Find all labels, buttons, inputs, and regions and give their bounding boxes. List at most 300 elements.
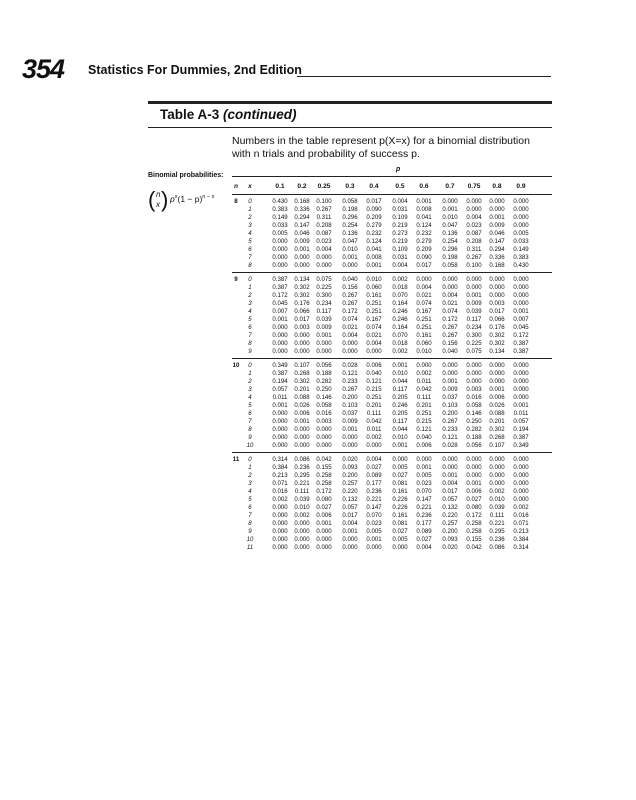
- prob-cell: 0.000: [489, 292, 505, 299]
- prob-cell: 0.205: [392, 410, 408, 417]
- prob-cell: 0.001: [489, 214, 505, 221]
- prob-cell: 0.017: [294, 316, 310, 323]
- prob-cell: 0.004: [392, 262, 408, 269]
- prob-cell: 0.000: [466, 362, 482, 369]
- prob-cell: 0.000: [466, 198, 482, 205]
- prob-cell: 0.349: [513, 442, 529, 449]
- table-row: [0, 324, 636, 332]
- prob-cell: 0.001: [294, 246, 310, 253]
- column-header-p0.7: 0.7: [445, 183, 455, 190]
- prob-cell: 0.176: [294, 300, 310, 307]
- prob-cell: 0.057: [442, 496, 458, 503]
- prob-cell: 0.040: [366, 370, 382, 377]
- prob-cell: 0.006: [466, 488, 482, 495]
- prob-cell: 0.121: [366, 378, 382, 385]
- prob-cell: 0.251: [416, 316, 432, 323]
- prob-cell: 0.234: [466, 324, 482, 331]
- prob-cell: 0.258: [466, 528, 482, 535]
- prob-cell: 0.004: [342, 520, 358, 527]
- prob-cell: 0.000: [442, 362, 458, 369]
- formula-right-paren: ): [161, 187, 169, 212]
- page-number: 354: [22, 54, 65, 84]
- prob-cell: 0.000: [366, 544, 382, 551]
- table-row: [0, 276, 636, 284]
- prob-cell: 0.000: [316, 528, 332, 535]
- x-cell: 10: [246, 442, 254, 449]
- prob-cell: 0.000: [316, 536, 332, 543]
- table-row: [0, 488, 636, 496]
- prob-cell: 0.071: [272, 480, 288, 487]
- prob-cell: 0.000: [294, 520, 310, 527]
- book-title: Statistics For Dummies, 2nd Edition: [88, 63, 302, 77]
- prob-cell: 0.000: [442, 456, 458, 463]
- prob-cell: 0.075: [316, 276, 332, 283]
- prob-cell: 0.016: [466, 394, 482, 401]
- x-cell: 0: [248, 198, 252, 205]
- prob-cell: 0.000: [442, 284, 458, 291]
- prob-cell: 0.213: [513, 528, 529, 535]
- prob-cell: 0.042: [366, 418, 382, 425]
- prob-cell: 0.000: [294, 348, 310, 355]
- prob-cell: 0.250: [466, 418, 482, 425]
- prob-cell: 0.002: [392, 348, 408, 355]
- prob-cell: 0.018: [392, 340, 408, 347]
- prob-cell: 0.268: [294, 370, 310, 377]
- prob-cell: 0.010: [392, 370, 408, 377]
- prob-cell: 0.232: [416, 230, 432, 237]
- x-cell: 2: [248, 472, 252, 479]
- prob-cell: 0.017: [489, 308, 505, 315]
- column-header-p0.75: 0.75: [467, 183, 481, 190]
- x-cell: 11: [246, 544, 254, 551]
- prob-cell: 0.039: [489, 504, 505, 511]
- table-title-bar: [148, 101, 552, 104]
- table-row: [0, 520, 636, 528]
- prob-cell: 0.208: [466, 238, 482, 245]
- prob-cell: 0.387: [513, 434, 529, 441]
- table-row: [0, 544, 636, 552]
- prob-cell: 0.021: [342, 324, 358, 331]
- prob-cell: 0.000: [294, 442, 310, 449]
- prob-cell: 0.236: [489, 536, 505, 543]
- prob-cell: 0.267: [342, 300, 358, 307]
- prob-cell: 0.258: [316, 480, 332, 487]
- column-header-x: x: [248, 183, 252, 190]
- prob-cell: 0.000: [272, 544, 288, 551]
- prob-cell: 0.001: [316, 332, 332, 339]
- prob-cell: 0.000: [416, 456, 432, 463]
- prob-cell: 0.000: [294, 434, 310, 441]
- prob-cell: 0.302: [294, 292, 310, 299]
- prob-cell: 0.018: [392, 284, 408, 291]
- prob-cell: 0.016: [513, 512, 529, 519]
- prob-cell: 0.017: [366, 198, 382, 205]
- prob-cell: 0.177: [416, 520, 432, 527]
- prob-cell: 0.056: [316, 362, 332, 369]
- prob-cell: 0.246: [392, 402, 408, 409]
- table-row: [0, 504, 636, 512]
- table-row: [0, 340, 636, 348]
- prob-cell: 0.149: [513, 246, 529, 253]
- prob-cell: 0.006: [366, 362, 382, 369]
- prob-cell: 0.294: [489, 246, 505, 253]
- table-rule-top: [232, 176, 552, 177]
- x-cell: 8: [248, 262, 252, 269]
- n-cell: 8: [234, 198, 238, 205]
- prob-cell: 0.302: [489, 340, 505, 347]
- prob-cell: 0.000: [513, 284, 529, 291]
- prob-cell: 0.066: [294, 308, 310, 315]
- prob-cell: 0.057: [342, 504, 358, 511]
- prob-cell: 0.250: [316, 386, 332, 393]
- prob-cell: 0.246: [392, 316, 408, 323]
- x-cell: 1: [248, 284, 252, 291]
- prob-cell: 0.430: [513, 262, 529, 269]
- prob-cell: 0.000: [272, 512, 288, 519]
- column-header-p0.6: 0.6: [419, 183, 429, 190]
- prob-cell: 0.103: [342, 402, 358, 409]
- prob-cell: 0.081: [392, 520, 408, 527]
- prob-cell: 0.172: [513, 332, 529, 339]
- prob-cell: 0.168: [489, 262, 505, 269]
- prob-cell: 0.000: [316, 434, 332, 441]
- prob-cell: 0.000: [513, 480, 529, 487]
- prob-cell: 0.031: [392, 206, 408, 213]
- prob-cell: 0.221: [416, 504, 432, 511]
- prob-cell: 0.004: [416, 544, 432, 551]
- prob-cell: 0.267: [316, 206, 332, 213]
- prob-cell: 0.161: [392, 488, 408, 495]
- prob-cell: 0.155: [466, 536, 482, 543]
- prob-cell: 0.046: [294, 230, 310, 237]
- prob-cell: 0.011: [366, 426, 382, 433]
- prob-cell: 0.000: [489, 378, 505, 385]
- prob-cell: 0.002: [366, 434, 382, 441]
- prob-cell: 0.164: [392, 300, 408, 307]
- prob-cell: 0.000: [294, 332, 310, 339]
- prob-cell: 0.003: [316, 418, 332, 425]
- table-row: [0, 512, 636, 520]
- x-cell: 6: [248, 324, 252, 331]
- prob-cell: 0.000: [466, 378, 482, 385]
- table-row: [0, 284, 636, 292]
- prob-cell: 0.257: [442, 520, 458, 527]
- prob-cell: 0.000: [342, 262, 358, 269]
- prob-cell: 0.147: [489, 238, 505, 245]
- prob-cell: 0.146: [466, 410, 482, 417]
- prob-cell: 0.009: [466, 300, 482, 307]
- prob-cell: 0.017: [442, 488, 458, 495]
- prob-cell: 0.383: [272, 206, 288, 213]
- prob-cell: 0.000: [294, 262, 310, 269]
- table-row: [0, 442, 636, 450]
- prob-cell: 0.215: [416, 418, 432, 425]
- x-cell: 8: [248, 426, 252, 433]
- x-cell: 5: [248, 402, 252, 409]
- prob-cell: 0.000: [513, 362, 529, 369]
- prob-cell: 0.070: [392, 292, 408, 299]
- prob-cell: 0.010: [366, 276, 382, 283]
- prob-cell: 0.109: [392, 246, 408, 253]
- prob-cell: 0.000: [513, 378, 529, 385]
- prob-cell: 0.001: [366, 262, 382, 269]
- prob-cell: 0.004: [466, 214, 482, 221]
- prob-cell: 0.001: [392, 362, 408, 369]
- prob-cell: 0.233: [442, 426, 458, 433]
- x-cell: 7: [248, 418, 252, 425]
- table-row: [0, 262, 636, 270]
- prob-cell: 0.023: [366, 520, 382, 527]
- prob-cell: 0.296: [342, 214, 358, 221]
- prob-cell: 0.011: [272, 394, 288, 401]
- prob-cell: 0.000: [466, 456, 482, 463]
- prob-cell: 0.093: [342, 464, 358, 471]
- table-row: [0, 370, 636, 378]
- header-rule: [297, 76, 551, 77]
- n-cell: 9: [234, 276, 238, 283]
- x-cell: 0: [248, 456, 252, 463]
- prob-cell: 0.225: [466, 340, 482, 347]
- prob-cell: 0.136: [342, 230, 358, 237]
- prob-cell: 0.039: [316, 316, 332, 323]
- prob-cell: 0.282: [466, 426, 482, 433]
- prob-cell: 0.121: [442, 434, 458, 441]
- prob-cell: 0.387: [513, 340, 529, 347]
- prob-cell: 0.149: [272, 214, 288, 221]
- prob-cell: 0.387: [513, 348, 529, 355]
- prob-cell: 0.000: [294, 254, 310, 261]
- prob-cell: 0.074: [442, 308, 458, 315]
- prob-cell: 0.045: [513, 324, 529, 331]
- prob-cell: 0.000: [513, 222, 529, 229]
- prob-cell: 0.006: [294, 410, 310, 417]
- prob-cell: 0.000: [513, 206, 529, 213]
- prob-cell: 0.005: [272, 230, 288, 237]
- prob-cell: 0.387: [272, 284, 288, 291]
- prob-cell: 0.251: [416, 324, 432, 331]
- prob-cell: 0.000: [416, 362, 432, 369]
- prob-cell: 0.000: [489, 472, 505, 479]
- prob-cell: 0.011: [416, 378, 432, 385]
- x-cell: 1: [248, 464, 252, 471]
- prob-cell: 0.302: [294, 378, 310, 385]
- prob-cell: 0.027: [392, 528, 408, 535]
- prob-cell: 0.088: [489, 410, 505, 417]
- prob-cell: 0.430: [272, 198, 288, 205]
- table-title-main: Table A-3: [160, 107, 220, 122]
- prob-cell: 0.000: [342, 442, 358, 449]
- prob-cell: 0.213: [272, 472, 288, 479]
- table-row: [0, 472, 636, 480]
- prob-cell: 0.000: [466, 370, 482, 377]
- prob-cell: 0.251: [366, 300, 382, 307]
- prob-cell: 0.267: [442, 418, 458, 425]
- formula-rest-exp: n − x: [202, 194, 215, 201]
- table-row: [0, 332, 636, 340]
- prob-cell: 0.387: [272, 370, 288, 377]
- prob-cell: 0.267: [442, 324, 458, 331]
- prob-cell: 0.066: [489, 316, 505, 323]
- prob-cell: 0.001: [392, 442, 408, 449]
- n-cell: 10: [232, 362, 240, 369]
- prob-cell: 0.010: [294, 504, 310, 511]
- prob-cell: 0.124: [366, 238, 382, 245]
- prob-cell: 0.087: [466, 230, 482, 237]
- prob-cell: 0.383: [513, 254, 529, 261]
- prob-cell: 0.121: [342, 370, 358, 377]
- prob-cell: 0.300: [316, 292, 332, 299]
- prob-cell: 0.156: [442, 340, 458, 347]
- prob-cell: 0.000: [272, 348, 288, 355]
- table-row: [0, 316, 636, 324]
- prob-cell: 0.000: [294, 426, 310, 433]
- prob-cell: 0.132: [442, 504, 458, 511]
- prob-cell: 0.000: [342, 544, 358, 551]
- prob-cell: 0.037: [342, 410, 358, 417]
- prob-cell: 0.027: [316, 504, 332, 511]
- prob-cell: 0.314: [513, 544, 529, 551]
- prob-cell: 0.016: [316, 410, 332, 417]
- formula-left-paren: (: [148, 187, 156, 212]
- prob-cell: 0.007: [513, 316, 529, 323]
- prob-cell: 0.010: [416, 348, 432, 355]
- prob-cell: 0.000: [342, 340, 358, 347]
- prob-cell: 0.044: [392, 378, 408, 385]
- prob-cell: 0.000: [513, 292, 529, 299]
- prob-cell: 0.005: [513, 230, 529, 237]
- prob-cell: 0.009: [316, 324, 332, 331]
- prob-cell: 0.000: [392, 544, 408, 551]
- table-row: [0, 426, 636, 434]
- prob-cell: 0.000: [294, 536, 310, 543]
- table-title-underline: [148, 127, 552, 128]
- prob-cell: 0.176: [489, 324, 505, 331]
- x-cell: 7: [248, 332, 252, 339]
- prob-cell: 0.047: [342, 238, 358, 245]
- prob-cell: 0.041: [416, 214, 432, 221]
- x-cell: 8: [248, 340, 252, 347]
- prob-cell: 0.300: [466, 332, 482, 339]
- prob-cell: 0.000: [489, 198, 505, 205]
- table-row: [0, 230, 636, 238]
- prob-cell: 0.267: [342, 292, 358, 299]
- prob-cell: 0.044: [392, 426, 408, 433]
- prob-cell: 0.384: [513, 536, 529, 543]
- prob-cell: 0.156: [342, 284, 358, 291]
- n-cell: 11: [232, 456, 240, 463]
- table-row: [0, 214, 636, 222]
- prob-cell: 0.251: [366, 394, 382, 401]
- prob-cell: 0.004: [442, 292, 458, 299]
- prob-cell: 0.000: [272, 536, 288, 543]
- prob-cell: 0.005: [366, 528, 382, 535]
- prob-cell: 0.279: [366, 222, 382, 229]
- prob-cell: 0.047: [442, 222, 458, 229]
- prob-cell: 0.198: [342, 206, 358, 213]
- prob-cell: 0.100: [466, 262, 482, 269]
- table-row: [0, 402, 636, 410]
- prob-cell: 0.021: [442, 300, 458, 307]
- column-header-n: n: [233, 183, 239, 190]
- prob-cell: 0.001: [416, 464, 432, 471]
- prob-cell: 0.074: [416, 300, 432, 307]
- prob-cell: 0.021: [416, 292, 432, 299]
- prob-cell: 0.000: [316, 426, 332, 433]
- prob-cell: 0.086: [294, 456, 310, 463]
- prob-cell: 0.001: [342, 426, 358, 433]
- prob-cell: 0.177: [366, 480, 382, 487]
- prob-cell: 0.001: [513, 308, 529, 315]
- prob-cell: 0.147: [366, 504, 382, 511]
- prob-cell: 0.009: [342, 418, 358, 425]
- prob-cell: 0.254: [342, 222, 358, 229]
- prob-cell: 0.080: [466, 504, 482, 511]
- prob-cell: 0.172: [272, 292, 288, 299]
- x-cell: 5: [248, 238, 252, 245]
- table-row: [0, 456, 636, 464]
- prob-cell: 0.000: [272, 528, 288, 535]
- prob-cell: 0.267: [442, 332, 458, 339]
- prob-cell: 0.000: [272, 324, 288, 331]
- prob-cell: 0.000: [442, 370, 458, 377]
- prob-cell: 0.040: [416, 434, 432, 441]
- prob-cell: 0.004: [366, 340, 382, 347]
- prob-cell: 0.003: [294, 324, 310, 331]
- table-row: [0, 362, 636, 370]
- prob-cell: 0.009: [442, 386, 458, 393]
- prob-cell: 0.074: [366, 324, 382, 331]
- table-row: [0, 246, 636, 254]
- x-cell: 1: [248, 206, 252, 213]
- prob-cell: 0.000: [466, 276, 482, 283]
- prob-cell: 0.387: [272, 276, 288, 283]
- prob-cell: 0.161: [392, 512, 408, 519]
- x-cell: 7: [248, 512, 252, 519]
- formula-p: p: [170, 194, 175, 204]
- prob-cell: 0.000: [272, 238, 288, 245]
- prob-cell: 0.090: [366, 206, 382, 213]
- prob-cell: 0.161: [366, 292, 382, 299]
- prob-cell: 0.001: [366, 536, 382, 543]
- prob-cell: 0.007: [272, 308, 288, 315]
- prob-cell: 0.026: [489, 402, 505, 409]
- prob-cell: 0.041: [366, 246, 382, 253]
- prob-cell: 0.000: [489, 464, 505, 471]
- prob-cell: 0.005: [392, 464, 408, 471]
- table-rule-header: [232, 194, 552, 195]
- prob-cell: 0.336: [489, 254, 505, 261]
- column-header-p0.8: 0.8: [492, 183, 502, 190]
- prob-cell: 0.017: [416, 262, 432, 269]
- prob-cell: 0.236: [416, 512, 432, 519]
- prob-cell: 0.107: [489, 442, 505, 449]
- prob-cell: 0.279: [416, 238, 432, 245]
- group-divider: [232, 358, 552, 359]
- prob-cell: 0.200: [442, 528, 458, 535]
- table-row: [0, 348, 636, 356]
- prob-cell: 0.000: [489, 276, 505, 283]
- prob-cell: 0.136: [442, 230, 458, 237]
- prob-cell: 0.006: [489, 394, 505, 401]
- prob-cell: 0.000: [442, 464, 458, 471]
- prob-cell: 0.000: [316, 442, 332, 449]
- table-row: [0, 480, 636, 488]
- prob-cell: 0.000: [513, 214, 529, 221]
- prob-cell: 0.161: [416, 332, 432, 339]
- x-cell: 2: [248, 378, 252, 385]
- x-cell: 4: [248, 394, 252, 401]
- prob-cell: 0.002: [416, 370, 432, 377]
